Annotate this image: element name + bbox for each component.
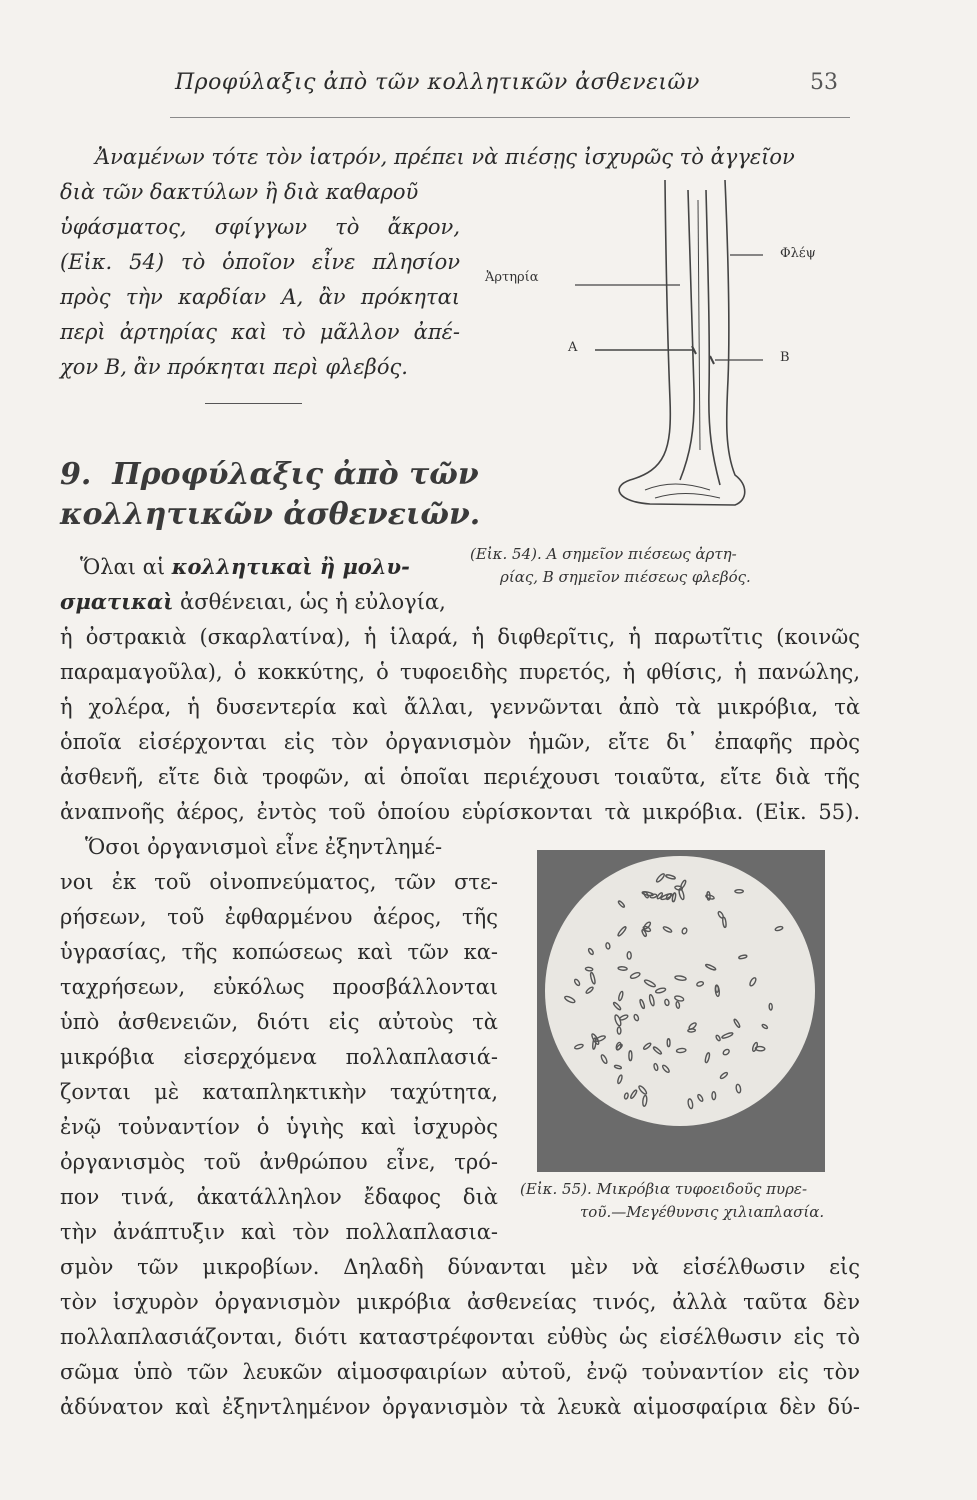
bacterium bbox=[644, 979, 656, 988]
intro-line-5: πρὸς τὴν καρδίαν Α, ἂν πρόκηται bbox=[60, 285, 460, 309]
bacterium bbox=[633, 1014, 639, 1021]
bacteria-illustration bbox=[545, 856, 815, 1126]
column-line-4: ὑγρασίας, τῆς κοπώσεως καὶ τῶν κα- bbox=[60, 940, 498, 964]
figure-55-caption-line-2: τοῦ.—Μεγέθυνσις χιλιαπλασία. bbox=[580, 1203, 825, 1221]
bacterium bbox=[769, 1003, 772, 1010]
bacterium bbox=[697, 1094, 704, 1102]
section-heading bbox=[60, 455, 490, 535]
intro-line-2: διὰ τῶν δακτύλων ἢ διὰ καθαροῦ bbox=[60, 180, 419, 204]
bacterium bbox=[674, 995, 684, 1002]
bacterium bbox=[665, 874, 675, 880]
bacterium bbox=[627, 952, 631, 959]
bacterium bbox=[600, 1054, 608, 1064]
figure-55-caption-line-1: (Εἰκ. 55). Μικρόβια τυφοειδοῦς πυρε- bbox=[520, 1180, 808, 1198]
bacterium bbox=[722, 917, 726, 928]
section-line-2 bbox=[60, 588, 446, 616]
bacterium bbox=[617, 1027, 621, 1034]
section-line-1-emphasis: κολλητικαὶ ἢ μολυ- bbox=[171, 554, 410, 579]
final-line-3: πολλαπλασιάζονται, διότι καταστρέφονται εὐθὺς ὡς εἰσέλθωσιν εἰς τὸ bbox=[60, 1325, 860, 1349]
section-line-6: ὁποῖα εἰσέρχονται εἰς τὸν ὀργανισμὸν ἡμῶν, εἴτε δι᾽ ἐπαφῆς πρὸς bbox=[60, 730, 860, 754]
intro-line-1: Ἀναμένων τότε τὸν ἰατρόν, πρέπει νὰ πιέσῃς ἰσχυρῶς τὸ ἀγγεῖον bbox=[95, 145, 795, 169]
bacterium bbox=[655, 873, 665, 883]
section-line-4: παραμαγοῦλα), ὁ κοκκύτης, ὁ τυφοειδὴς πυρετός, ἡ φθίσις, ἡ πανώλης, bbox=[60, 660, 860, 684]
bacterium bbox=[588, 948, 595, 955]
column-line-8: ζονται μὲ καταπληκτικὴν ταχύτητα, bbox=[60, 1080, 498, 1104]
column-line-1: Ὅσοι ὀργανισμοὶ εἶνε ἐξηντλημέ- bbox=[85, 835, 443, 859]
bacterium bbox=[762, 1024, 769, 1030]
bacterium bbox=[605, 942, 610, 949]
bacterium bbox=[712, 1092, 716, 1100]
bacterium bbox=[630, 1089, 638, 1099]
column-line-12: τὴν ἀνάπτυξιν καὶ τὸν πολλαπλασια- bbox=[60, 1220, 498, 1244]
figure-55-micrograph bbox=[537, 850, 825, 1172]
bacterium bbox=[749, 977, 757, 987]
bacterium bbox=[618, 900, 626, 908]
bacterium bbox=[574, 1044, 583, 1050]
label-vein: Φλέψ bbox=[780, 246, 816, 261]
bacterium bbox=[688, 1022, 697, 1030]
section-number: 9. bbox=[60, 457, 92, 492]
bacterium bbox=[585, 986, 594, 994]
bacterium bbox=[775, 926, 783, 932]
bacterium bbox=[614, 1065, 621, 1070]
section-title-line-1: Προφύλαξις ἀπὸ τῶν bbox=[112, 457, 479, 492]
bacterium bbox=[585, 967, 593, 971]
column-line-11: πον τινά, ἀκατάλληλον ἔδαφος διὰ bbox=[60, 1185, 498, 1209]
label-artery: Ἀρτηρία bbox=[485, 270, 539, 285]
bacterium bbox=[721, 1032, 733, 1039]
bacterium bbox=[705, 1052, 711, 1063]
bacterium bbox=[687, 1098, 693, 1108]
column-line-3: ρήσεων, τοῦ ἐφθαρμένου ἀέρος, τῆς bbox=[60, 905, 498, 929]
figure-54 bbox=[480, 150, 850, 530]
bacterium bbox=[638, 1085, 648, 1095]
bacterium bbox=[720, 1072, 729, 1080]
bacterium bbox=[629, 1051, 632, 1061]
bacterium bbox=[642, 1095, 647, 1106]
bacterium bbox=[613, 1002, 622, 1011]
bacterium bbox=[617, 1075, 623, 1084]
bacterium bbox=[735, 890, 743, 893]
section-divider bbox=[205, 403, 302, 404]
bacterium bbox=[715, 986, 718, 993]
leg-illustration bbox=[480, 150, 850, 530]
bacterium bbox=[639, 999, 645, 1009]
bacterium bbox=[696, 981, 704, 987]
bacterium bbox=[733, 1019, 740, 1028]
section-title-line-2: κολλητικῶν ἀσθενειῶν. bbox=[60, 497, 481, 532]
bacterium bbox=[715, 1035, 721, 1042]
bacterium bbox=[662, 1064, 671, 1073]
bacterium bbox=[653, 1063, 658, 1071]
bacterium bbox=[590, 972, 596, 984]
bacterium bbox=[649, 994, 655, 1006]
final-line-1: σμὸν τῶν μικροβίων. Δηλαδὴ δύνανται μὲν νὰ εἰσέλθωσιν εἰς bbox=[60, 1255, 860, 1279]
microscope-field bbox=[545, 856, 815, 1126]
bacterium bbox=[738, 955, 747, 960]
bacterium bbox=[663, 926, 673, 933]
label-a: Α bbox=[568, 340, 578, 355]
bacterium bbox=[630, 972, 641, 980]
bacterium bbox=[667, 1039, 670, 1047]
intro-line-4: (Εἰκ. 54) τὸ ὁποῖον εἶνε πλησίον bbox=[60, 250, 460, 274]
bacterium bbox=[624, 1093, 629, 1100]
bacterium bbox=[680, 880, 687, 889]
section-line-5: ἡ χολέρα, ἡ δυσεντερία καὶ ἄλλαι, γεννῶνται ἀπὸ τὰ μικρόβια, τὰ bbox=[60, 695, 860, 719]
section-line-2-rest: ἀσθένειαι, ὡς ἡ εὐλογία, bbox=[173, 590, 446, 614]
column-line-2: νοι ἐκ τοῦ οἰνοπνεύματος, τῶν στε- bbox=[60, 870, 498, 894]
final-line-5: ἀδύνατον καὶ ἐξηντλημένον ὀργανισμὸν τὰ λευκὰ αἱμοσφαίρια δὲν δύ- bbox=[60, 1395, 860, 1419]
column-line-5: ταχρήσεων, εὐκόλως προσβάλλονται bbox=[60, 975, 498, 999]
bacterium bbox=[675, 975, 687, 981]
figure-54-caption-line-2: ρίας, Β σημεῖον πιέσεως φλεβός. bbox=[500, 568, 751, 586]
section-line-1-start: Ὅλαι αἱ bbox=[80, 555, 172, 579]
bacterium bbox=[676, 1048, 686, 1053]
bacterium bbox=[574, 978, 581, 986]
bacterium bbox=[618, 966, 627, 970]
bacterium bbox=[722, 1048, 730, 1055]
bacterium bbox=[736, 1084, 742, 1093]
bacterium bbox=[681, 927, 687, 934]
header-rule bbox=[170, 117, 850, 118]
column-line-9: ἐνῷ τοὐναντίον ὁ ὑγιὴς καὶ ἰσχυρὸς bbox=[60, 1115, 498, 1139]
final-line-4: σῶμα ὑπὸ τῶν λευκῶν αἱμοσφαιρίων αὐτοῦ, ἐνῷ τοὐναντίον εἰς τὸν bbox=[60, 1360, 860, 1384]
bacterium bbox=[617, 926, 627, 937]
figure-54-caption-line-1: (Εἰκ. 54). Α σημεῖον πιέσεως ἀρτη- bbox=[470, 545, 737, 563]
intro-line-7: χον Β, ἂν πρόκηται περὶ φλεβός. bbox=[60, 355, 408, 379]
column-line-10: ὀργανισμὸς τοῦ ἀνθρώπου εἶνε, τρό- bbox=[60, 1150, 498, 1174]
section-line-7: ἀσθενῆ, εἴτε διὰ τροφῶν, αἱ ὁποῖαι περιέχουσι τοιαῦτα, εἴτε διὰ τῆς bbox=[60, 765, 860, 789]
label-b: Β bbox=[780, 350, 790, 365]
bacterium bbox=[655, 987, 666, 994]
section-line-2-emphasis: σματικαὶ bbox=[60, 589, 174, 614]
section-line-1 bbox=[80, 553, 410, 581]
page-number: 53 bbox=[810, 70, 838, 95]
bacterium bbox=[676, 1001, 680, 1008]
intro-line-6: περὶ ἀρτηρίας καὶ τὸ μᾶλλον ἀπέ- bbox=[60, 320, 460, 344]
section-line-8: ἀναπνοῆς ἀέρος, ἐντὸς τοῦ ὁποίου εὑρίσκονται τὰ μικρόβια. (Εἰκ. 55). bbox=[60, 800, 860, 824]
final-line-2: τὸν ἰσχυρὸν ὀργανισμὸν μικρόβια ἀσθενείας τινός, ἀλλὰ ταῦτα δὲν bbox=[60, 1290, 860, 1314]
bacterium bbox=[664, 999, 669, 1006]
bacterium bbox=[653, 1046, 663, 1055]
intro-line-3: ὑφάσματος, σφίγγων τὸ ἄκρον, bbox=[60, 215, 460, 239]
running-header-title: Προφύλαξις ἀπὸ τῶν κολλητικῶν ἀσθενειῶν bbox=[175, 70, 700, 95]
bacterium bbox=[618, 991, 624, 1001]
column-line-6: ὑπὸ ἀσθενειῶν, διότι εἰς αὐτοὺς τὰ bbox=[60, 1010, 498, 1034]
column-line-7: μικρόβια εἰσερχόμενα πολλαπλασιά- bbox=[60, 1045, 498, 1069]
bacterium bbox=[643, 1042, 652, 1050]
bacterium bbox=[619, 1014, 628, 1021]
bacterium bbox=[650, 894, 657, 899]
bacterium bbox=[705, 964, 716, 971]
bacterium bbox=[564, 995, 576, 1004]
section-line-3: ἡ ὀστρακιὰ (σκαρλατίνα), ἡ ἱλαρά, ἡ διφθερῖτις, ἡ παρωτῖτις (κοινῶς bbox=[60, 625, 860, 649]
